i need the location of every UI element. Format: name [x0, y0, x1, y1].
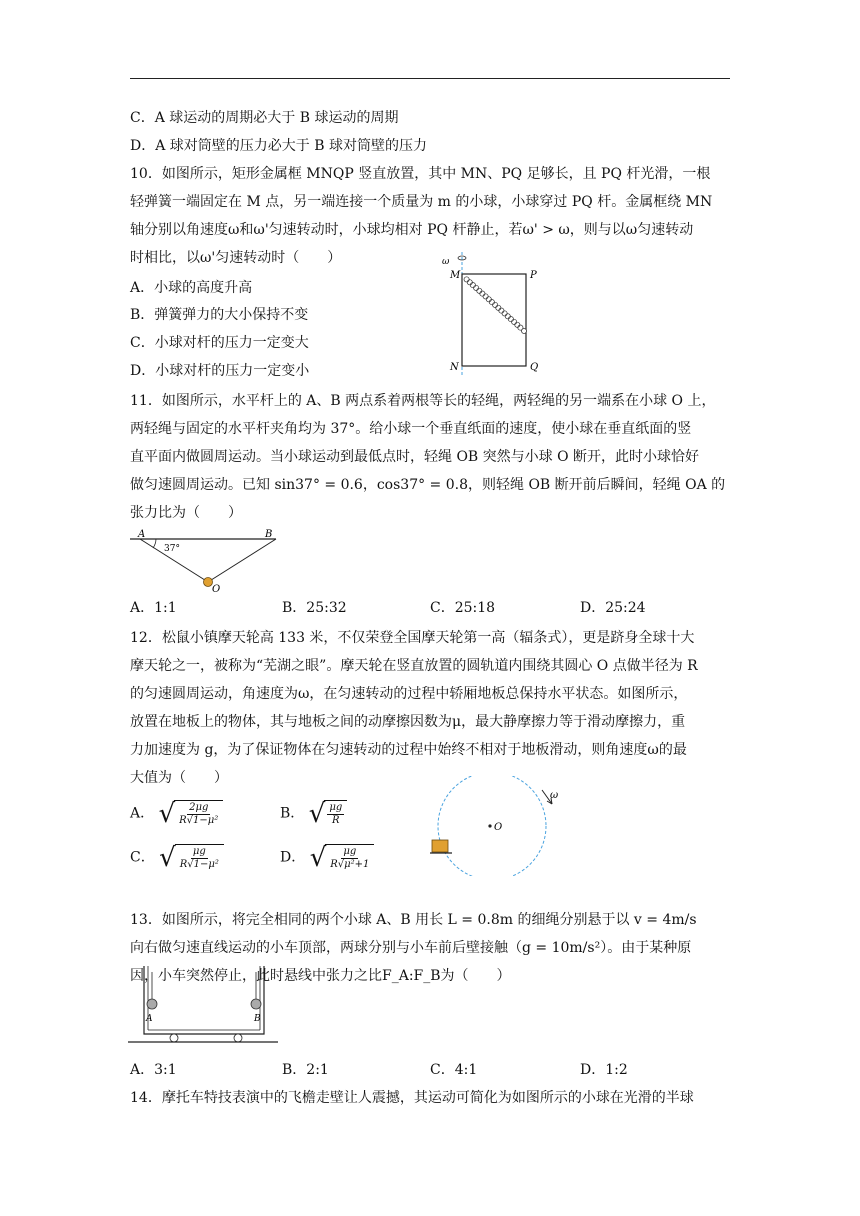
figure-q10-frame: [438, 248, 548, 378]
q12-stem-1: 12．松鼠小镇摩天轮高 133 米，不仅荣登全国摩天轮第一高（辐条式），更是跻身全球十大: [130, 630, 695, 646]
q10-option-c: C．小球对杆的压力一定变大: [130, 335, 309, 351]
label-omega: ω: [442, 257, 450, 267]
spring-coil: [493, 302, 498, 307]
spring-coil: [464, 277, 469, 282]
q10-option-d: D．小球对杆的压力一定变小: [130, 363, 310, 379]
q9-option-d: D．A 球对筒壁的压力必大于 B 球对筒壁的压力: [130, 138, 427, 154]
spring-coil: [474, 285, 479, 290]
q13-stem-1: 13．如图所示，将完全相同的两个小球 A、B 用长 L = 0.8m 的细绳分别悬于以 v = 4m/s: [130, 912, 697, 928]
figure-q11-strings: [128, 526, 280, 594]
label-A: A: [138, 529, 146, 540]
q11-stem-4: 做匀速圆周运动。已知 sin37° = 0.6，cos37° = 0.8，则轻绳 OB 断开前后瞬间，轻绳 OA 的: [130, 477, 726, 493]
q10-stem-2: 轻弹簧一端固定在 M 点，另一端连接一个质量为 m 的小球，小球穿过 PQ 杆。金属框绕 MN: [130, 194, 713, 210]
spring-coil: [496, 305, 501, 310]
label-P: P: [530, 270, 537, 281]
q11-option-a: A．1:1: [130, 600, 177, 616]
q12-option-b: B． √ $\frac{\mu g}{R}$: [280, 800, 347, 827]
q13-stem-3: 因，小车突然停止，此时悬线中张力之比F_A:F_B为（ ）: [130, 968, 511, 984]
q11-stem-2: 两轻绳与固定的水平杆夹角均为 37°。给小球一个垂直纸面的速度，使小球在垂直纸面的竖: [130, 421, 692, 437]
q13-option-c: C．4:1: [430, 1062, 478, 1078]
spring-coil: [483, 294, 488, 299]
q10-option-a: A．小球的高度升高: [130, 280, 253, 296]
q12-stem-2: 摩天轮之一，被称为“芜湖之眼”。摩天轮在竖直放置的圆轨道内围绕其圆心 O 点做半径为 R: [130, 658, 698, 674]
label-omega: ω: [550, 790, 559, 801]
spring-coil: [486, 297, 491, 302]
spring-coil: [480, 291, 485, 296]
label-O: O: [212, 584, 221, 594]
label-B: B: [254, 1014, 261, 1024]
q11-stem-5: 张力比为（ ）: [130, 505, 242, 521]
header-rule: [130, 78, 730, 79]
label-M: M: [450, 270, 461, 281]
label-A: A: [146, 1014, 153, 1024]
figure-q12-ferris-wheel: [428, 776, 568, 876]
q11-option-c: C．25:18: [430, 600, 496, 616]
spring-coil: [508, 317, 513, 322]
q11-stem-3: 直平面内做圆周运动。当小球运动到最低点时，轻绳 OB 突然与小球 O 断开，此时小球恰好: [130, 449, 700, 465]
spring-coil: [512, 319, 517, 324]
q11-stem-1: 11．如图所示，水平杆上的 A、B 两点系着两根等长的轻绳，两轻绳的另一端系在小球 O 上，: [130, 393, 716, 409]
spring-coil: [502, 311, 507, 316]
spring-coil: [489, 300, 494, 305]
q12-option-a: A． √ $\frac{2\mu g}{\text{R√1−μ²}}$: [130, 800, 223, 827]
label-angle: 37°: [164, 544, 180, 554]
spring-coil: [505, 314, 510, 319]
q12-option-d: D． √ $\frac{\mu g}{\text{R√μ²+1}}$: [280, 844, 374, 871]
q10-stem-3: 轴分别以角速度ω和ω'匀速转动时，小球均相对 PQ 杆静止，若ω' > ω，则与以ω匀速转动: [130, 222, 694, 238]
q12-stem-4: 放置在地板上的物体，其与地板之间的动摩擦因数为μ，最大静摩擦力等于滑动摩擦力，重: [130, 714, 686, 730]
q9-option-c: C．A 球运动的周期必大于 B 球运动的周期: [130, 110, 399, 126]
figure-q13-cart: [128, 966, 278, 1046]
q13-stem-2: 向右做匀速直线运动的小车顶部，两球分别与小车前后壁接触（g = 10m/s²）。由于某种原: [130, 940, 692, 956]
spring-coil: [477, 288, 482, 293]
q13-option-d: D．1:2: [580, 1062, 628, 1078]
q14-stem-1: 14．摩托车特技表演中的飞檐走壁让人震撼，其运动可简化为如图所示的小球在光滑的半球: [130, 1090, 694, 1106]
q10-stem-1: 10．如图所示，矩形金属框 MNQP 竖直放置，其中 MN、PQ 足够长，且 PQ 杆光滑，一根: [130, 166, 711, 182]
q10-stem-4: 时相比，以ω'匀速转动时（ ）: [130, 250, 342, 266]
q10-option-b: B．弹簧弹力的大小保持不变: [130, 307, 309, 323]
q11-option-b: B．25:32: [282, 600, 347, 616]
label-N: N: [450, 362, 459, 373]
q12-stem-3: 的匀速圆周运动，角速度为ω，在匀速转动的过程中轿厢地板总保持水平状态。如图所示，: [130, 686, 688, 702]
label-Q: Q: [530, 362, 539, 373]
label-B: B: [265, 529, 273, 540]
spring-coil: [499, 308, 504, 313]
q12-option-c: C． √ $\frac{\mu g}{\text{R√1−μ²}}$: [130, 844, 224, 871]
label-O: O: [494, 822, 503, 833]
q13-option-a: A．3:1: [130, 1062, 177, 1078]
q12-stem-6: 大值为（ ）: [130, 770, 228, 786]
spring-coil: [515, 322, 520, 327]
spring-coil: [470, 283, 475, 288]
q12-stem-5: 力加速度为 g，为了保证物体在匀速转动的过程中始终不相对于地板滑动，则角速度ω的最: [130, 742, 687, 758]
spring-coil: [467, 280, 472, 285]
q13-option-b: B．2:1: [282, 1062, 329, 1078]
q11-option-d: D．25:24: [580, 600, 646, 616]
